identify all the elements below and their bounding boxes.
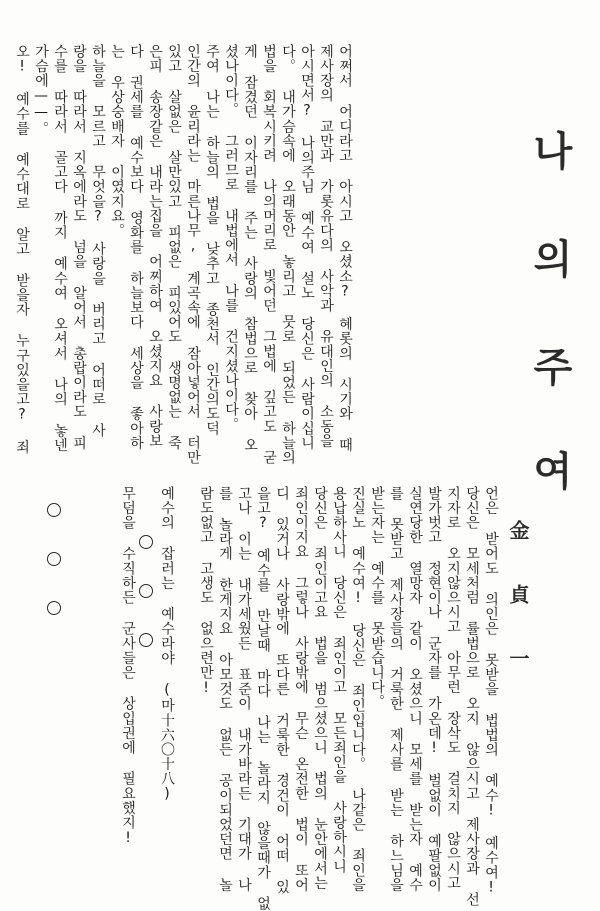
ornament-circle-icon [47,552,61,566]
text-column-2: 제사장의 교만과 가롯유다의 사악과 유대인의 소동을 [318,44,334,449]
ornament-circle-icon [139,584,153,598]
text-column-27: 용납하사니 당신은 죄인이고 모든죄인을 사랑하시니 [331,486,347,874]
text-column-11: 은피 송장같은 내라는집을 어찌하여 오셨지요 사랑보 [147,44,163,449]
text-column-12: 다 권세를 예수보다 영화를 하늘보다 세상을 좋아하 [128,44,144,451]
ornament-circle-icon [139,633,153,647]
text-column-20: 당신은 모세처럼 률법으로 오지 않으시고 제사장과 선 [464,486,480,907]
text-column-33: 를 놀라게 한게지요 아모것도 없든 공이되었던면 놀 [217,486,233,893]
title-char-4: 여 [533,448,573,495]
text-column-22: 발가벗고 정현이나 군자를 가온데! 벌없이 예팔없이 [426,486,442,893]
text-column-17: 가슴에——。 [33,44,49,136]
text-column-26: 진실노 예수여! 당신은 죄인입니다。 나같은 죄인을 [350,486,366,893]
text-column-23: 실연당한 열망자 같이 오셨으니 모세를 받는자 예수 [407,486,423,893]
text-column-5: 법을 회복시키려 나의머리로 빛어던 그법에 깊고도 굳 [261,44,277,465]
text-column-8: 주여 나는 하늘의 법을 낮추고 종천서 인간의도덕 [204,44,220,436]
text-column-19: 언은 받어도 의인은 못받을 법법의 예수! 예수여! [483,486,499,897]
ornament-circle-icon [47,601,61,615]
text-column-4: 다。 내가슴속에 오래동안 놓리고 뭇로 되었든 하늘의 [280,44,296,465]
text-column-9: 인간의 윤리라는 마른나무, 계곡속에 잠아넣어서 터만 [185,44,201,465]
title-char-3: 주 [533,344,573,391]
author-name: 金 貞 一 [506,520,530,678]
text-column-24: 를 못받고 제사장들의 거룩한 제사를 받는 하느님을 [388,486,404,893]
text-column-13: 는 우상숭배자 이였지요。 [109,44,125,238]
text-column-14: 하늘을 모르고 무엇을? 사랑을 버리고 어떠로 사 [90,44,106,438]
ornament-circle-icon [47,503,61,517]
text-column-28: 당신은 죄인이고요 법을 범으셨으니 법의 눈안에서는 [312,486,328,891]
text-column-6: 게 잠겼던 이자리를 주는 사랑의 참법으로 찾아 오 [242,44,258,453]
text-column-18: 오! 예수를 예수대로 알고 받을자 누구있을고? 죄 [14,44,30,455]
text-column-31: 을고? 예수를 만날때 마다 나는 놀라지 않을때가 없 [255,486,271,911]
text-column-16: 수를 따라서 골고다 까지 예수여 오셔서 나의 놓넨 [52,44,68,453]
text-column-15: 랑을 따라서 지옥에라도 넘을 알어서 총랍이라도 피 [71,44,87,451]
title-char-2: 의 [533,236,573,283]
text-column-3: 아시면서? 나의주님 예수여 설노 당신은 사람이십니 [299,44,315,451]
text-column-25: 받는자는 예수를 못받습니다。 [369,486,385,709]
text-column-29: 죄인이지요 그렇나 사랑밖에 무슨 온전한 법이 또어 [293,486,309,893]
text-column-21: 지자로 오지않으시고 아무런 장삭도 걸치지 않으시고 [445,486,461,891]
text-column-32: 고나 이는 내가세웠든 표준이 내가바라든 기대가 나 [236,486,252,893]
text-column-36: 무덤을 수직하든 군사들은 상입권에 필요했지! [120,486,136,847]
title-char-1: 나 [533,128,573,175]
text-column-34: 람도없고 고생도 없으련만! [198,486,214,697]
text-column-7: 셨나이다。 그러므로 내법에서 나를 건지셨나이다。 [223,44,239,432]
text-column-30: 디 있거나 사랑밖에 또다른 거룩한 경건이 어떠 있 [274,486,290,895]
ornament-circle-icon [139,535,153,549]
text-column-1: 어쩌서 어디라고 아시고 오셨소? 혜롯의 시기와 때 [337,44,353,453]
text-column-10: 있고 살없은 살만있고 피없은 피있어도 생명없는 죽 [166,44,182,451]
text-column-35: 예수의 잡러는 예수라야 (마十六〇十八) [159,486,175,803]
